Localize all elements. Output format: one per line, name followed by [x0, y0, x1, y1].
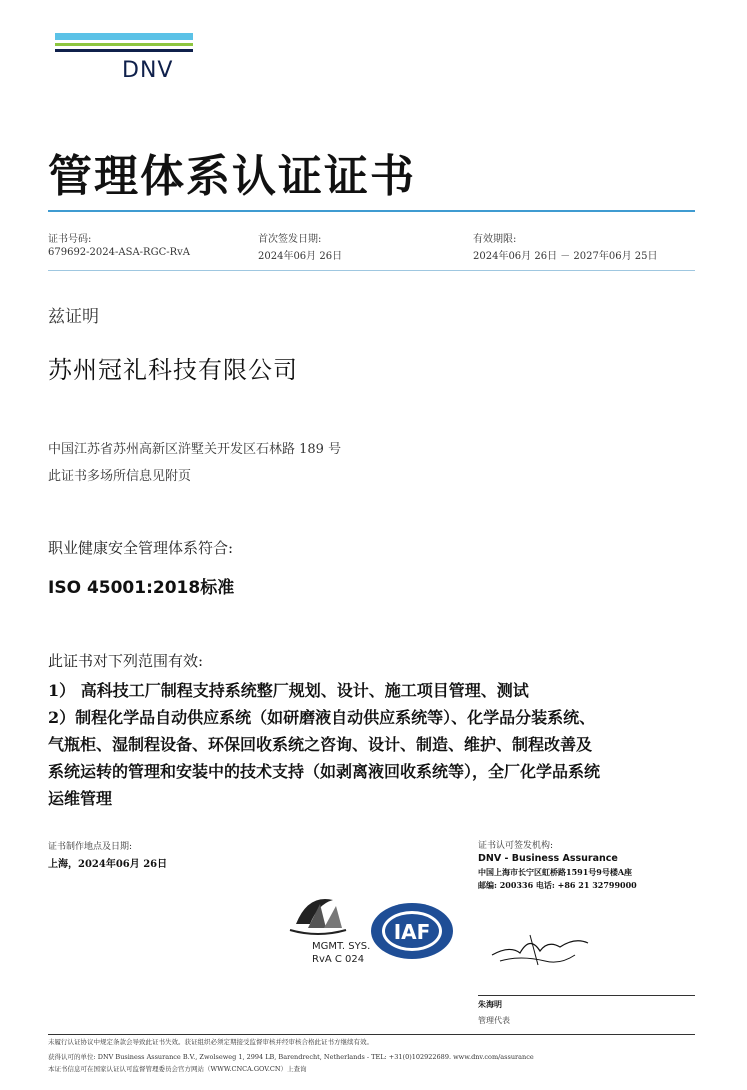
logo-bar-blue	[55, 33, 193, 40]
first-issue-label: 首次签发日期:	[258, 234, 322, 245]
iaf-text: IAF	[393, 920, 431, 944]
rva-text-2: RvA C 024	[312, 954, 365, 965]
certificate-number: 679692-2024-ASA-RGC-RvA	[48, 247, 191, 258]
conformity-label: 职业健康安全管理体系符合:	[48, 539, 234, 557]
logo-bar-navy	[55, 49, 193, 52]
validity-label: 有效期限:	[473, 234, 517, 245]
page-title: 管理体系认证证书	[48, 151, 416, 202]
company-address: 中国江苏省苏州高新区浒墅关开发区石林路 189 号	[48, 442, 342, 457]
scope-line: 系统运转的管理和安装中的技术支持（如剥离液回收系统等），全厂化学品系统	[48, 762, 601, 781]
scope-line: 运维管理	[48, 789, 113, 808]
signatory-name: 朱海明	[478, 999, 502, 1009]
dnv-logo-bars	[55, 17, 193, 55]
place-date-label: 证书制作地点及日期:	[48, 842, 133, 852]
scope-line: 2）制程化学品自动供应系统（如研磨液自动供应系统等）、化学品分装系统、	[48, 708, 596, 727]
footer-cnca-note: 本证书信息可在国家认证认可监督管理委员会官方网站（WWW.CNCA.GOV.CN）上查询	[48, 1065, 307, 1073]
rva-text-1: MGMT. SYS.	[312, 941, 371, 952]
dnv-logo-text: DNV	[122, 58, 174, 83]
scope-line: 气瓶柜、湿制程设备、环保回收系统之咨询、设计、制造、维护、制程改善及	[48, 735, 593, 754]
signature-image	[490, 925, 590, 975]
footer-notice: 未履行认证协议中规定条款会导致此证书失效。获证组织必须定期接受监督审核并经审核合格此证书方继续有效。	[48, 1038, 373, 1046]
signature-line	[478, 995, 695, 996]
multi-site-note: 此证书多场所信息见附页	[48, 469, 192, 484]
accreditation-address: 中国上海市长宁区虹桥路1591号9号楼A座	[478, 867, 633, 877]
footer-divider	[48, 1034, 695, 1035]
header-divider	[48, 210, 695, 212]
accreditation-label: 证书认可签发机构:	[478, 841, 554, 851]
certificate-number-label: 证书号码:	[48, 234, 92, 245]
accreditation-contact: 邮编: 200336 电话: +86 21 32799000	[478, 880, 637, 890]
scope-label: 此证书对下列范围有效:	[48, 652, 204, 670]
logo-bar-green	[55, 43, 193, 46]
rva-accreditation-logo	[288, 894, 371, 966]
iaf-logo	[370, 902, 454, 960]
standard-name: ISO 45001:2018标准	[48, 578, 235, 598]
scope-line: 1） 高科技工厂制程支持系统整厂规划、设计、施工项目管理、测试	[48, 681, 529, 700]
validity-period: 2024年06月 26日 － 2027年06月 25日	[473, 251, 658, 262]
accreditation-name: DNV - Business Assurance	[478, 853, 618, 864]
scope-text	[48, 677, 708, 812]
first-issue-date: 2024年06月 26日	[258, 251, 343, 262]
company-name: 苏州冠礼科技有限公司	[48, 356, 298, 384]
hereby-text: 兹证明	[48, 307, 99, 327]
footer-accredited-unit: 获得认可的单位: DNV Business Assurance B.V., Zwolseweg 1, 2994 LB, Barendrecht, Netherlands - TEL: +31(0)102922689. www.dnv.com/assurance	[48, 1053, 534, 1061]
signatory-role: 管理代表	[478, 1016, 510, 1025]
meta-divider	[48, 270, 695, 271]
place-date-value: 上海，2024年06月 26日	[48, 859, 168, 870]
logo-bar-white	[55, 17, 193, 33]
